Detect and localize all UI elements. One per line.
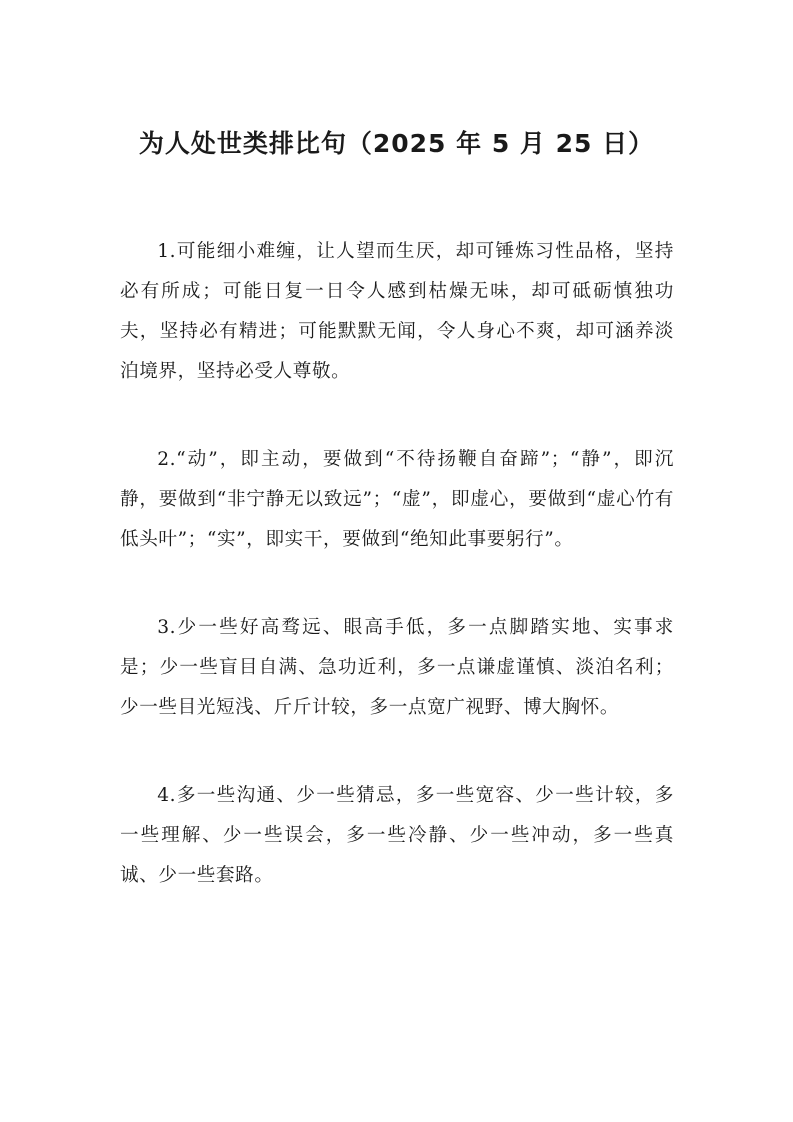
paragraph-1: 1.可能细小难缠，让人望而生厌，却可锤炼习性品格，坚持必有所成；可能日复一日令人感到枯燥无味，却可砥砺慎独功夫，坚持必有精进；可能默默无闻，令人身心不爽，却可涵养淡泊境界，坚持必受人尊敬。: [120, 241, 674, 382]
document-title: 为人处世类排比句（2025 年 5 月 25 日）: [138, 129, 655, 158]
document-body: [120, 232, 674, 944]
paragraph-4: 4.多一些沟通、少一些猜忌，多一些宽容、少一些计较，多一些理解、少一些误会，多一些冷静、少一些冲动，多一些真诚、少一些套路。: [120, 785, 674, 886]
paragraph-2: 2.“动”，即主动，要做到“不待扬鞭自奋蹄”；“静”，即沉静，要做到“非宁静无以致远”；“虚”，即虚心，要做到“虚心竹有低头叶”；“实”，即实干，要做到“绝知此事要躬行”。: [120, 449, 674, 550]
paragraph-3: 3.少一些好高骛远、眼高手低，多一点脚踏实地、实事求是；少一些盲目自满、急功近利，多一点谦虚谨慎、淡泊名利；少一些目光短浅、斤斤计较，多一点宽广视野、博大胸怀。: [120, 617, 674, 718]
